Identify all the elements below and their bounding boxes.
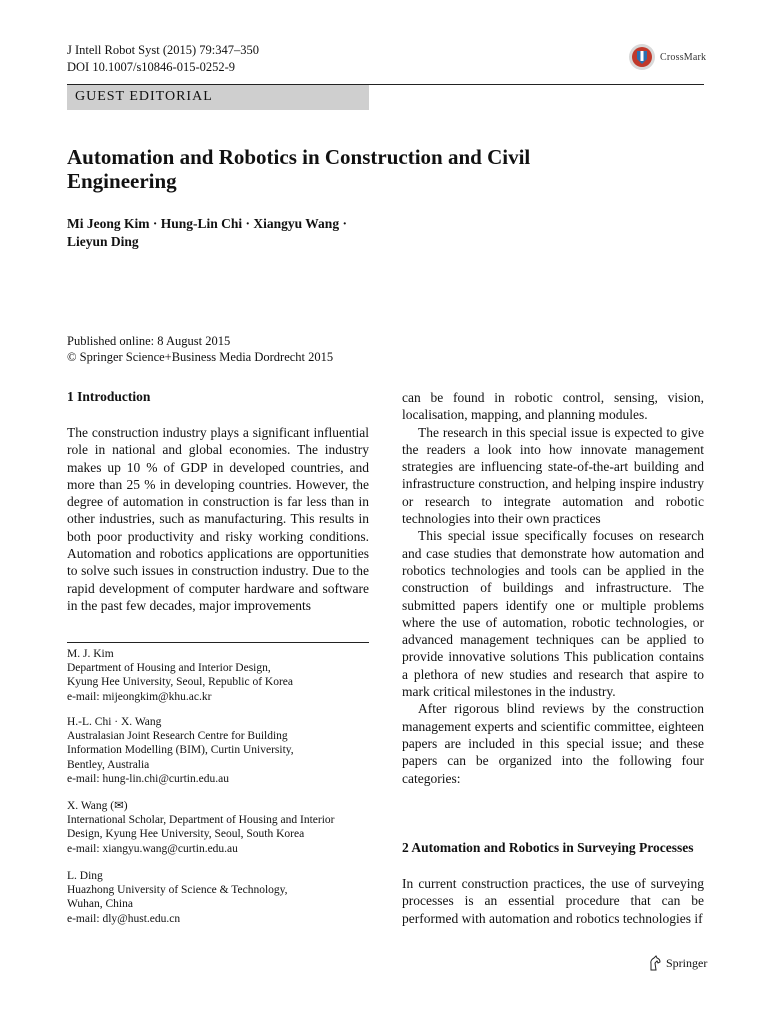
section-heading-introduction: 1 Introduction [67,389,151,404]
section-heading-surveying: 2 Automation and Robotics in Surveying Processes [402,840,694,855]
published-date: Published online: 8 August 2015 [67,334,231,348]
affiliation-line: Design, Kyung Hee University, Seoul, South Korea [67,828,305,841]
affiliation-line: Department of Housing and Interior Design, [67,662,271,675]
email-link[interactable]: e-mail: dly@hust.edu.cn [67,912,181,925]
doi: DOI 10.1007/s10846-015-0252-9 [67,60,236,74]
publisher-footer [648,955,707,971]
affiliation-line: Wuhan, China [67,898,133,911]
paragraph: This special issue specifically focuses on research and case studies that demonstrate how automation and robotics technologies and tools can be applied in the construction of buildings and infrastructure. The submitted papers identify one or multiple problems where the use of automation, robotic technologies, or advanced management techniques can be applied to provide innovative solutions This publication contains a plethora of new studies and research that aspire to mark critical milestones in the industry. [402,528,704,700]
affiliation-line: Kyung Hee University, Seoul, Republic of Korea [67,676,294,689]
publisher-name: Springer [666,955,708,970]
affiliation-line: Australasian Joint Research Centre for Building [67,730,288,743]
author-list [67,215,387,251]
section-type-label: GUEST EDITORIAL [75,89,213,104]
affiliation-kim [67,647,377,704]
paragraph: The construction industry plays a significant influential role in national and global economies. The industry makes up 10 % of GDP in developed countries, and more than 25 % in developing countries. However, the degree of automation in construction is far less than in other industries, such as manufacturing. This results in both poor productivity and risky working conditions. Automation and robotics applications are opportunities to solve such issues in construction industry. Due to the rapid development of computer hardware and software in the past few decades, major improvements [67,425,369,613]
paragraph: In current construction practices, the use of surveying processes is an essential procedure that can be performed with automation and robotics technologies if [402,876,704,926]
paragraph: After rigorous blind reviews by the construction management experts and scientific committee, eighteen papers are included in this special issue; and these papers can be organized into the following four categories: [402,701,704,786]
springer-horse-icon [648,955,662,971]
paragraph: can be found in robotic control, sensing, vision, localisation, mapping, and planning modules. [402,390,704,423]
publication-info [67,333,333,365]
affiliation-ding [67,869,377,926]
affiliation-line: Bentley, Australia [67,758,150,771]
email-link[interactable]: e-mail: hung-lin.chi@curtin.edu.au [67,772,229,785]
section-type-band [67,85,369,110]
journal-info [67,42,259,76]
left-column [67,424,369,614]
affiliation-line: Huazhong University of Science & Technology, [67,884,288,897]
authors-line-1: Mi Jeong Kim · Hung-Lin Chi · Xiangyu Wang · [67,216,347,231]
crossmark-icon [628,43,656,71]
affiliation-name: L. Ding [67,870,103,882]
copyright-line: © Springer Science+Business Media Dordrecht 2015 [67,350,334,364]
paragraph: The research in this special issue is expected to give the readers a look into how innovate management strategies are influencing state-of-the-art building and infrastructure construction, and helping inspire industry or research to integrate automation and robotic technologies into their own practices [402,424,704,527]
email-link[interactable]: e-mail: xiangyu.wang@curtin.edu.au [67,842,238,855]
affiliation-line: Information Modelling (BIM), Curtin University, [67,744,294,757]
authors-line-2: Lieyun Ding [67,234,139,249]
right-column [402,389,704,787]
crossmark-label: CrossMark [660,51,707,63]
affiliation-wang [67,799,377,856]
email-link[interactable]: e-mail: mijeongkim@khu.ac.kr [67,690,212,703]
affiliation-name: H.-L. Chi · X. Wang [67,716,162,728]
affiliation-name: M. J. Kim [67,648,114,660]
affiliation-chi-wang [67,715,377,786]
journal-citation: J Intell Robot Syst (2015) 79:347–350 [67,43,260,57]
right-column-lower [402,875,704,927]
article-title: Automation and Robotics in Construction and Civil Engineering [67,145,531,193]
affiliation-name: X. Wang (✉) [67,800,128,812]
footnote-rule [67,642,369,643]
crossmark-badge[interactable] [628,42,710,72]
affiliation-line: International Scholar, Department of Housing and Interior [67,814,335,827]
